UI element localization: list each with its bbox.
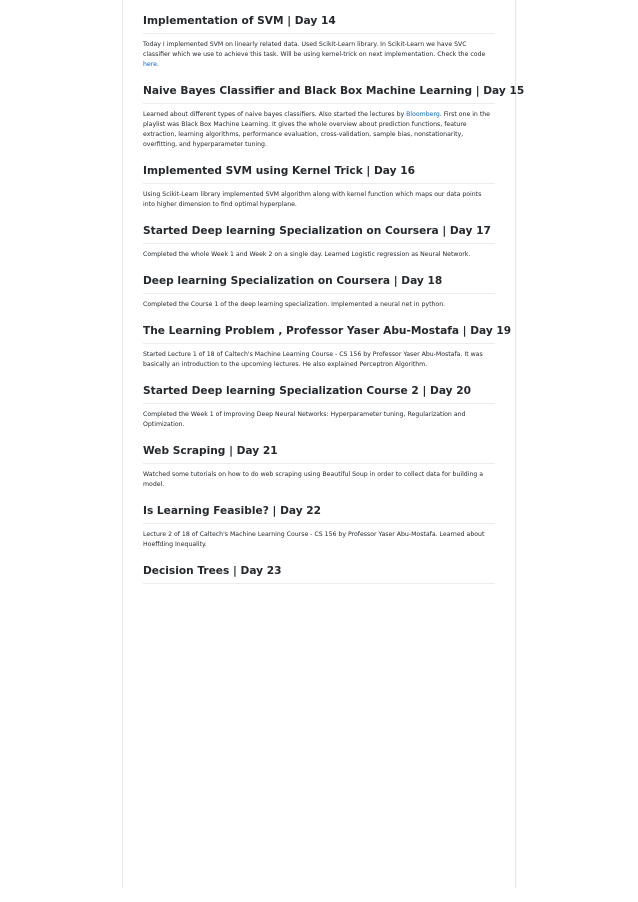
entry-text: Completed the Course 1 of the deep learning specialization. Implemented a neural net in python. [143,301,446,308]
document-page [122,0,525,888]
entry-day-16 [143,163,495,210]
bloomberg-link[interactable]: Bloomberg [406,111,440,118]
entry-heading: Web Scraping | Day 21 [143,443,495,464]
entry-text: Completed the Week 1 of Improving Deep Neural Networks: Hyperparameter tuning, Regularization and Optimization. [143,411,466,428]
entry-text-part: . [156,61,159,68]
entry-text-part: Learned about different types of naive bayes classifiers. Also started the lectures by [143,111,407,118]
entry-heading: Started Deep learning Specialization on Coursera | Day 17 [143,223,495,244]
entry-day-20 [143,383,495,430]
entry-day-18 [143,273,495,310]
entry-day-19 [143,323,512,370]
entry-text [143,40,495,70]
entry-day-23 [143,563,495,584]
entry-day-15 [143,83,525,150]
entry-heading: Naive Bayes Classifier and Black Box Machine Learning | Day 15 [143,83,495,104]
entry-heading: Deep learning Specialization on Coursera | Day 18 [143,273,495,294]
entry-text-part: Today I implemented SVM on linearly related data. Used Scikit-Learn library. In Scikit-Learn we have SVC classifier which we use to achieve this task. Will be using kernel-trick on next implementation. Check the code [143,41,486,58]
entry-text: Using Scikit-Learn library implemented SVM algorithm along with kernel function which maps our data points into higher dimension to find optimal hyperplane. [143,191,482,208]
entry-text: Lecture 2 of 18 of Caltech's Machine Learning Course - CS 156 by Professor Yaser Abu-Mostafa. Learned about Hoeffding Inequality. [143,531,485,548]
entry-day-14 [143,13,495,70]
entry-day-17 [143,223,495,260]
entry-heading: Implementation of SVM | Day 14 [143,13,495,34]
document-content [143,13,525,584]
entry-text: Started Lecture 1 of 18 of Caltech's Machine Learning Course - CS 156 by Professor Yaser Abu-Mostafa. It was basically an introduction to the upcoming lectures. He also explained Perceptron Algorithm. [143,351,483,368]
entry-heading: Decision Trees | Day 23 [143,563,495,584]
code-link[interactable]: here [143,61,157,68]
entry-day-22 [143,503,495,550]
entry-text: Completed the whole Week 1 and Week 2 on a single day. Learned Logistic regression as Neural Network. [143,251,471,258]
entry-heading: Is Learning Feasible? | Day 22 [143,503,495,524]
entry-heading: Implemented SVM using Kernel Trick | Day 16 [143,163,495,184]
entry-heading: The Learning Problem , Professor Yaser Abu-Mostafa | Day 19 [143,323,495,344]
entry-text-part: . First one in the playlist was Black Box Machine Learning. It gives the whole overview about prediction functions, feature extraction, learning algorithms, performance evaluation, cross-validation, sample bias, nonstationarity, overfitting, and hyperparameter tuning. [143,111,490,148]
entry-text [143,110,495,150]
entry-day-21 [143,443,495,490]
entry-text: Watched some tutorials on how to do web scraping using Beautiful Soup in order to collect data for building a model. [143,471,484,488]
entry-heading: Started Deep learning Specialization Course 2 | Day 20 [143,383,495,404]
